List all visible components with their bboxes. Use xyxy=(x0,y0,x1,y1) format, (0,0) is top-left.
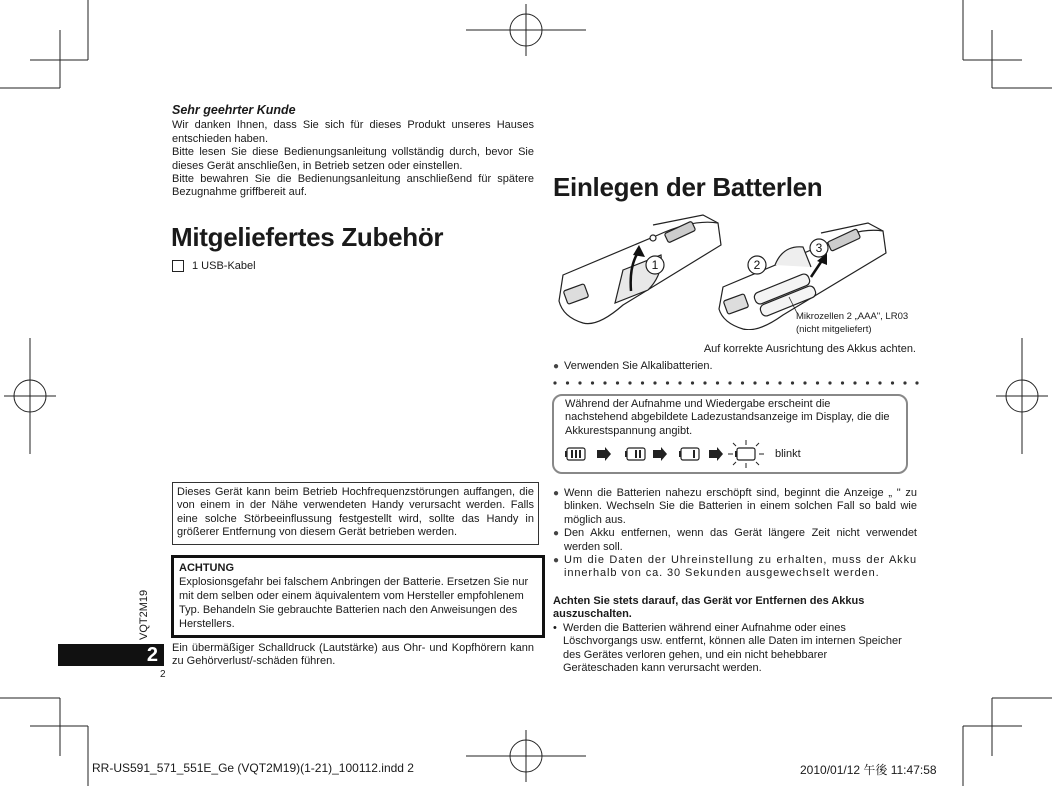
battery-empty-icon xyxy=(737,448,755,460)
hearing-warning: Ein übermäßiger Schalldruck (Lautstärke) aus Ohr- und Kopfhörern kann zu Gehörverlust/-schäden führen. xyxy=(172,642,534,668)
battery-note: ● Den Akku entfernen, wenn das Gerät längere Zeit nicht verwendet werden soll. xyxy=(553,527,917,554)
arrow-right-icon xyxy=(653,447,667,461)
checkbox-icon xyxy=(172,260,184,272)
greeting-paragraph: Bitte bewahren Sie die Bedienungsanleitung anschließend für spätere Bezugnahme griffbereit auf. xyxy=(172,173,534,199)
caution-box xyxy=(171,555,545,638)
batteries-heading: Einlegen der Batterlen xyxy=(553,172,823,202)
step-number: 3 xyxy=(815,241,823,255)
page-tab: 2 xyxy=(58,644,164,666)
removal-warning-title: Achten Sie stets darauf, das Gerät vor Entfernen des Akkus auszuschalten. xyxy=(553,595,865,621)
greeting-paragraph: Wir danken Ihnen, dass Sie sich für dieses Produkt unseres Hauses entschieden haben. xyxy=(172,119,534,145)
removal-warning-text: • Werden die Batterien während einer Aufnahme oder eines Löschvorgangs usw. entfernt, können alle Daten im internen Speicher des Gerätes verloren gehen, und ein nicht behebbarer Geräteschaden kann verursacht werden. xyxy=(553,622,903,676)
step-number: 1 xyxy=(651,258,659,272)
arrow-right-icon xyxy=(709,447,723,461)
page-number: 2 xyxy=(160,669,166,680)
caution-title: ACHTUNG xyxy=(179,562,234,574)
battery-note: ● Wenn die Batterien nahezu erschöpft sind, beginnt die Anzeige „ " zu blinken. Wechseln Sie die Batterien in einem solchen Fall so bald wie möglich aus. xyxy=(553,487,917,527)
greeting-paragraph: Bitte lesen Sie diese Bedienungsanleitung vollständig durch, bevor Sie dieses Gerät anschließen, in Betrieb setzen oder einstellen. xyxy=(172,146,534,172)
accessory-label: 1 USB-Kabel xyxy=(192,260,256,272)
footer-timestamp: 2010/01/12 午後 11:47:58 xyxy=(800,763,937,777)
open-lid xyxy=(775,247,811,267)
arrow-right-icon xyxy=(597,447,611,461)
battery-level-sequence xyxy=(565,440,775,470)
battery-note: ● Um die Daten der Uhreinstellung zu erhalten, muss der Akku innerhalb von ca. 30 Sekunden ausgewechselt werden. xyxy=(553,554,917,581)
blink-label: blinkt xyxy=(775,448,801,460)
alkaline-note xyxy=(553,360,918,373)
model-code: VQT2M19 xyxy=(138,589,150,640)
battery-type-label: Mikrozellen 2 „AAA", LR03 xyxy=(796,311,909,322)
battery-indicator-text: Während der Aufnahme und Wiedergabe erscheint die nachstehend abgebildete Ladezustandsanzeige im Display, die die Akkurestspannung angibt. xyxy=(565,398,890,437)
accessories-heading: Mitgeliefertes Zubehör xyxy=(171,222,444,252)
battery-callout xyxy=(796,310,908,336)
footer-file-info: RR-US591_571_551E_Ge (VQT2M19)(1-21)_100112.indd 2 xyxy=(92,761,414,775)
battery-notes xyxy=(553,487,917,581)
accessory-item xyxy=(172,260,256,272)
alkaline-note-text: ● Verwenden Sie Alkalibatterien. xyxy=(553,360,918,373)
caution-text: Explosionsgefahr bei falschem Anbringen der Batterie. Ersetzen Sie nur mit dem selben oder einem äquivalentem vom Hersteller empfohlenem Typ. Behandeln Sie gebrauchte Batterien nach den Anweisungen des Herstellers. xyxy=(179,576,529,630)
battery-one-third-icon xyxy=(681,448,699,460)
battery-supply-label: (nicht mitgeliefert) xyxy=(796,324,872,335)
greeting-section xyxy=(172,104,534,200)
rf-notice-box: Dieses Gerät kann beim Betrieb Hochfrequenzstörungen auffangen, die von einem in der Nähe verwendeten Handy verursacht werden. Falls eine solche Störbeeinflussung festgestellt wird, sollte das Handy in größerer Entfernung von diesem Gerät betrieben werden. xyxy=(172,482,539,545)
step-number: 2 xyxy=(753,258,761,272)
polarity-note: Auf korrekte Ausrichtung des Akkus achten. xyxy=(703,343,916,355)
greeting-title: Sehr geehrter Kunde xyxy=(172,103,296,117)
dotted-divider xyxy=(553,381,919,385)
